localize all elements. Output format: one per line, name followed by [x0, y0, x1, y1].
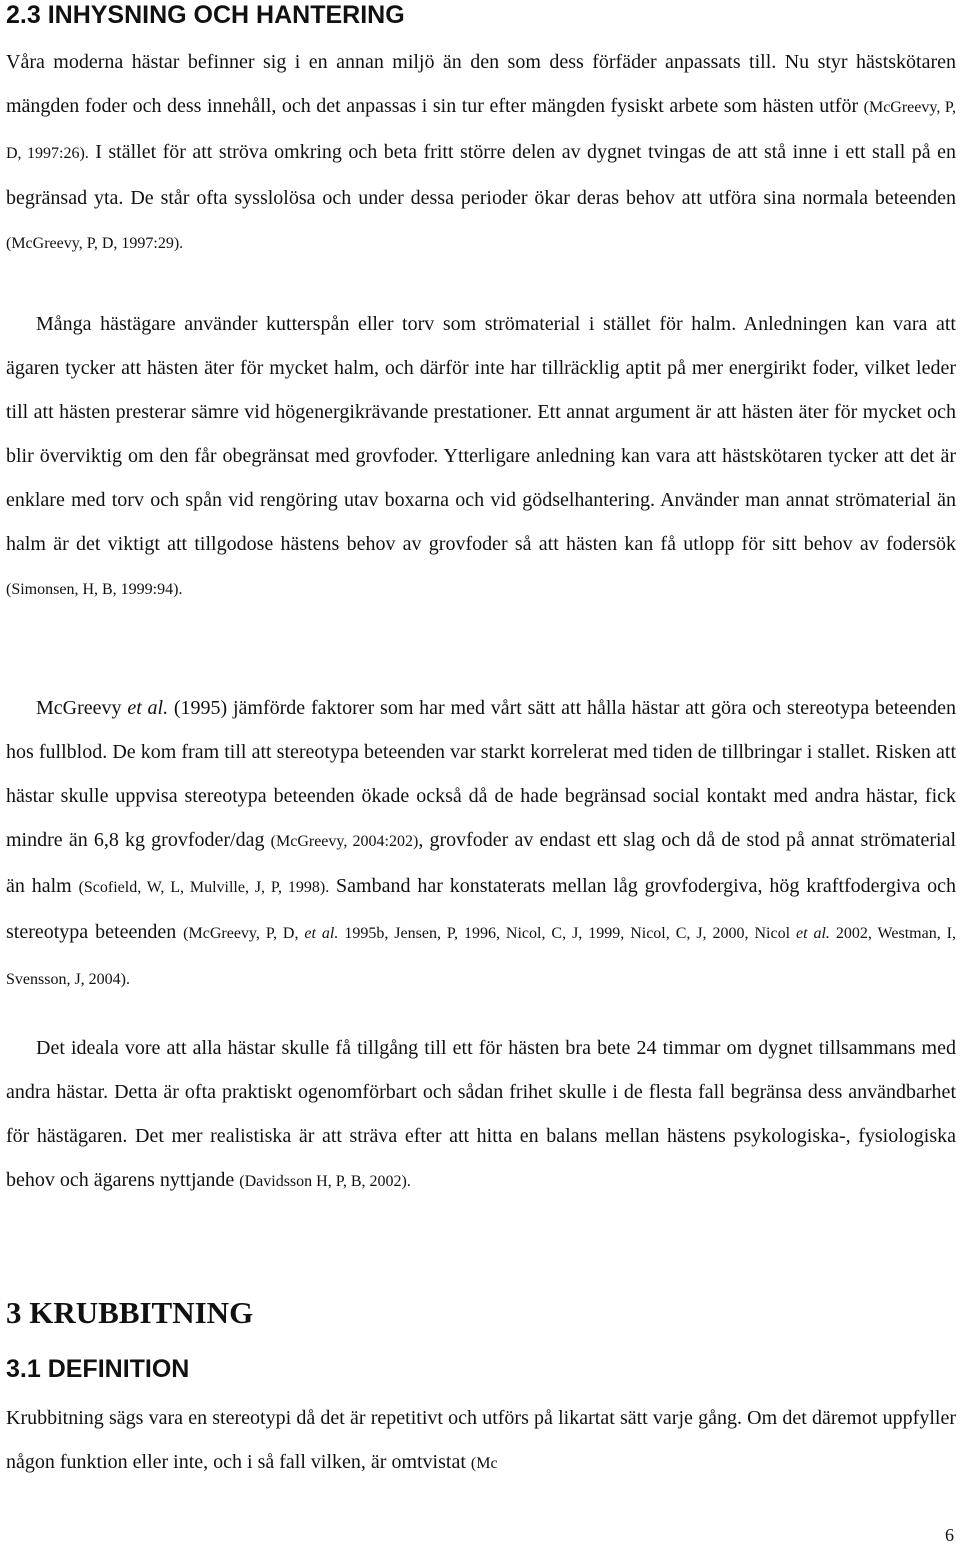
text: McGreevy	[36, 697, 128, 719]
citation-part: 2002, Westman, I, Svensson, J, 2004).	[6, 925, 956, 988]
text: (1995) jämförde faktorer som har med vårt sätt att hålla hästar att göra och stereotypa beteenden hos fullblod. De kom fram till att stereotypa beteenden var starkt korrelerat med tiden de tillbringar i stallet. Risken att hästar skulle uppvisa stereotypa beteenden ökade också då de hade begränsad social kontakt med andra hästar, fick mindre än 6,8 kg grovfoder/dag	[6, 697, 956, 851]
citation: (Mc	[470, 1455, 498, 1472]
chapter-heading: 3 KRUBBITNING	[6, 1295, 254, 1330]
paragraph-ideal-grazing	[6, 1026, 956, 1204]
italic-text: et al.	[127, 697, 169, 719]
citation: (McGreevy, P, D, 1997:29).	[6, 235, 184, 252]
text: Samband har konstaterats mellan låg grovfodergiva, hög kraftfodergiva och stereotypa beteenden	[6, 875, 956, 943]
citation: (McGreevy, 2004:202)	[270, 833, 419, 850]
citation: (Davidsson H, P, B, 2002).	[239, 1173, 411, 1190]
citation: (Scofield, W, L, Mulville, J, P, 1998).	[78, 879, 330, 896]
citation-italic: et al.	[304, 925, 339, 942]
text: Våra moderna hästar befinner sig i en annan miljö än den som dess förfäder anpassats till. Nu styr hästskötaren mängden foder och dess innehåll, och det anpassas i sin tur efter mängden fysiskt arbete som hästen utför	[6, 51, 956, 117]
citation: (Simonsen, H, B, 1999:94).	[6, 581, 183, 598]
paragraph-bedding	[6, 302, 956, 612]
citation: (McGreevy, P, D, 1997:26).	[6, 99, 956, 162]
page-number: 6	[945, 1525, 954, 1545]
text: Krubbitning sägs vara en stereotypi då det är repetitivt och utförs på likartat sätt varje gång. Om det däremot uppfyller någon funktion eller inte, och i så fall vilken, är omtvistat	[6, 1407, 956, 1473]
text: Det ideala vore att alla hästar skulle få tillgång till ett för hästen bra bete 24 timmar om dygnet tillsammans med andra hästar. Detta är ofta praktiskt ogenomförbart och sådan frihet skulle i de flesta fall begränsa dess användbarhet för hästägaren. Det mer realistiska är att sträva efter att hitta en balans mellan hästens psykologiska-, fysiologiska behov och ägarens nyttjande	[6, 1037, 956, 1191]
paragraph-housing-intro	[6, 40, 956, 266]
citation-part: (McGreevy, P, D,	[183, 925, 305, 942]
citation-part: 1995b, Jensen, P, 1996, Nicol, C, J, 1999, Nicol, C, J, 2000, Nicol	[338, 925, 796, 942]
citation-italic: et al.	[795, 925, 830, 942]
text: I stället för att ströva omkring och beta fritt större delen av dygnet tvingas de att stå inne i ett stall på en begränsad yta. De står ofta sysslolösa och under dessa perioder ökar deras behov att utföra sina normala beteenden	[6, 141, 956, 209]
section-heading: 2.3 INHYSNING OCH HANTERING	[6, 1, 405, 29]
subsection-heading: 3.1 DEFINITION	[6, 1355, 190, 1383]
text: Många hästägare använder kutterspån eller torv som strömaterial i stället för halm. Anledningen kan vara att ägaren tycker att hästen äter för mycket halm, och därför inte har tillräcklig aptit på mer energirikt foder, vilket leder till att hästen presterar sämre vid högenergikrävande prestationer. Ett annat argument är att hästen äter för mycket och blir överviktig om den får obegränsat med grovfoder. Ytterligare anledning kan vara att hästskötaren tycker att det är enklare med torv och spån vid rengöring utav boxarna och vid gödselhantering. Använder man annat strömaterial än halm är det viktigt att tillgodose hästens behov av grovfoder så att hästen kan få utlopp för sitt behov av fodersök	[6, 313, 956, 555]
paragraph-definition	[6, 1396, 956, 1486]
text: , grovfoder av endast ett slag och då de stod på annat strömaterial än halm	[6, 829, 957, 897]
paragraph-mcgreevy-study	[6, 686, 956, 1002]
